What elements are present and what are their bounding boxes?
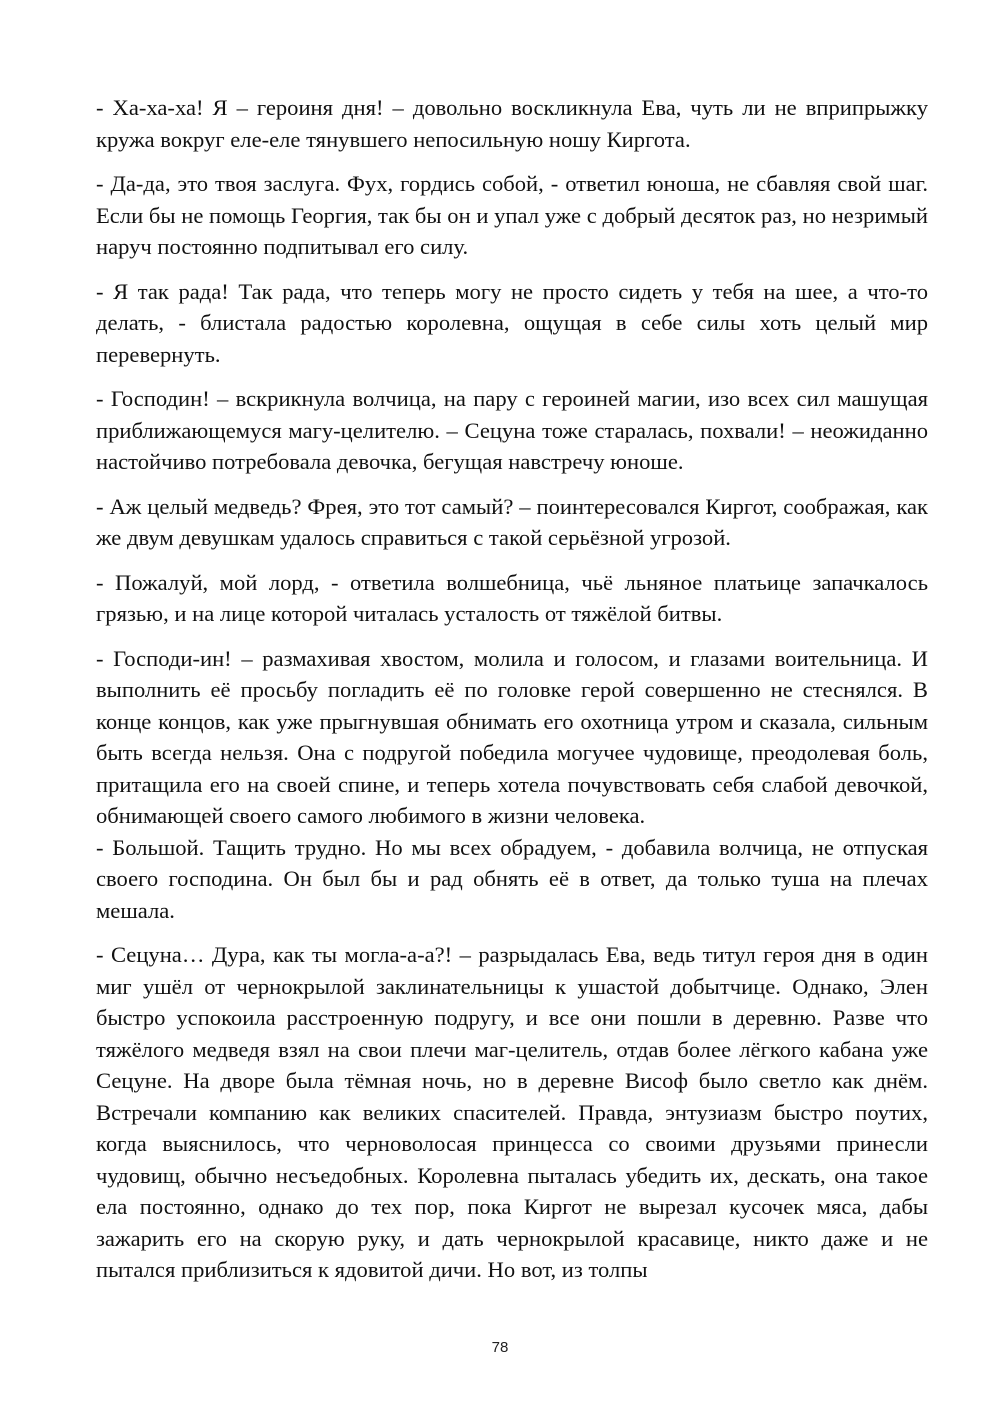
paragraph: - Господин! – вскрикнула волчица, на пару с героиней магии, изо всех сил машущая приближающемуся магу-целителю. – Сецуна тоже старалась, похвали! – неожиданно настойчиво потребовала девочка, бегущая навстречу юноше. [96, 386, 928, 474]
paragraph: - Ха-ха-ха! Я – героиня дня! – довольно воскликнула Ева, чуть ли не вприпрыжку кружа вокруг еле-еле тянувшего непосильную ношу Киргота. [96, 95, 928, 152]
document-page [96, 92, 928, 1299]
page-number: 78 [491, 1339, 509, 1356]
paragraph: - Сецуна… Дура, как ты могла-а-а?! – разрыдалась Ева, ведь титул героя дня в один миг ушёл от чернокрылой заклинательницы к ушастой добытчице. Однако, Элен быстро успокоила расстроенную подругу, и все они пошли в деревню. Разве что тяжёлого медведя взял на свои плечи маг-целитель, отдав более лёгкого кабана уже Сецуне. На дворе была тёмная ночь, но в деревне Висоф было светло как днём. Встречали компанию как великих спасителей. Правда, энтузиазм быстро поутих, когда выяснилось, что черноволосая принцесса со своими друзьями принесли чудовищ, обычно несъедобных. Королевна пыталась убедить их, дескать, она такое ела постоянно, однако до тех пор, пока Киргот не вырезал кусочек мяса, дабы зажарить его на скорую руку, и дать чернокрылой красавице, никто даже и не пытался приблизиться к ядовитой дичи. Но вот, из толпы [96, 942, 928, 1282]
paragraph: - Я так рада! Так рада, что теперь могу не просто сидеть у тебя на шее, а что-то делать, - блистала радостью королевна, ощущая в себе силы хоть целый мир перевернуть. [96, 278, 928, 367]
paragraph: - Господи-ин! – размахивая хвостом, молила и голосом, и глазами воительница. И выполнить её просьбу погладить её по головке герой совершенно не стеснялся. В конце концов, как уже прыгнувшая обнимать его охотница утром и сказала, сильным быть всегда нельзя. Она с подругой победила могучее чудовище, преодолевая боль, притащила его на своей спине, и теперь хотела почувствовать себя слабой девочкой, обнимающей своего самого любимого в жизни человека. [96, 645, 928, 828]
paragraph: - Пожалуй, мой лорд, - ответила волшебница, чьё льняное платьице запачкалось грязью, и на лице которой читалась усталость от тяжёлой битвы. [96, 569, 928, 626]
paragraph: - Большой. Тащить трудно. Но мы всех обрадуем, - добавила волчица, не отпуская своего господина. Он был бы и рад обнять её в ответ, да только туша на плечах мешала. [96, 834, 928, 923]
paragraph: - Аж целый медведь? Фрея, это тот самый? – поинтересовался Киргот, соображая, как же двум девушкам удалось справиться с такой серьёзной угрозой. [96, 493, 928, 550]
paragraph: - Да-да, это твоя заслуга. Фух, гордись собой, - ответил юноша, не сбавляя свой шаг. Если бы не помощь Георгия, так бы он и упал уже с добрый десяток раз, но незримый наруч постоянно подпитывал его силу. [96, 171, 928, 259]
